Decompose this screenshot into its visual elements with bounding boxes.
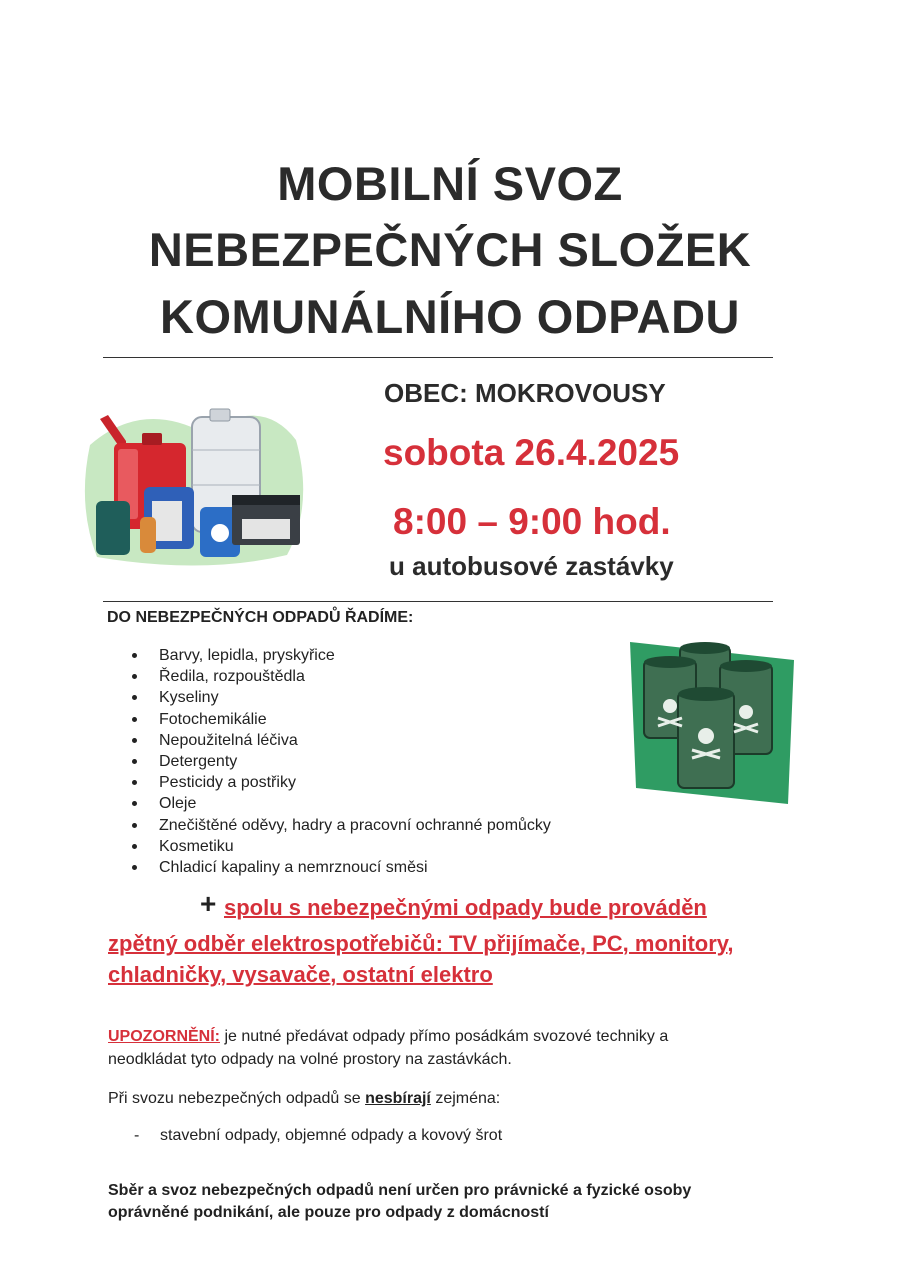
bullet-icon [132,653,137,658]
bullet-icon [132,738,137,743]
list-item-label: Oleje [159,795,197,813]
waste-list-heading: DO NEBEZPEČNÝCH ODPADŮ ŘADÍME: [107,609,414,626]
plus-icon: + [200,888,217,919]
list-item [128,687,551,708]
dash-icon: - [134,1127,140,1144]
middle-divider [103,601,773,602]
bullet-icon [132,844,137,849]
top-divider [103,357,773,358]
list-item-label: Barvy, lepidla, pryskyřice [159,647,335,664]
list-item-label: Ředila, rozpouštědla [159,668,305,686]
warning-label: UPOZORNĚNÍ: [108,1028,220,1045]
list-item [128,815,551,836]
list-item [128,666,551,687]
title-line-3: KOMUNÁLNÍHO ODPADU [160,290,740,343]
list-item-label: Pesticidy a postřiky [159,774,296,792]
not-collected-item: stavební odpady, objemné odpady a kovový šrot [160,1127,503,1144]
bullet-icon [132,717,137,722]
electro-line-1: spolu s nebezpečnými odpady bude prováděn [224,895,707,920]
warning-text-1: je nutné předávat odpady přímo posádkám svozové techniky a [220,1028,669,1045]
footer-note [108,1180,773,1224]
title-line-1: MOBILNÍ SVOZ [277,157,623,210]
list-item [128,751,551,772]
warning-line-2: neodkládat tyto odpady na volné prostory na zastávkách. [108,1051,512,1068]
title-line-2: NEBEZPEČNÝCH SLOŽEK [148,223,752,276]
list-item [128,793,551,814]
bullet-icon [132,823,137,828]
list-item-label: Kyseliny [159,689,219,707]
list-item-label: Chladicí kapaliny a nemrznoucí směsi [159,859,428,877]
municipality: OBEC: MOKROVOUSY [384,378,666,408]
not-collected-intro [108,1087,500,1110]
list-item-label: Detergenty [159,753,238,771]
list-item [128,709,551,730]
event-location: u autobusové zastávky [389,551,674,581]
hazardous-containers-illustration [82,405,308,567]
electro-line-2: zpětný odběr elektrospotřebičů: TV přijímače, PC, monitory, [108,931,734,956]
not-collected-emph: nesbírají [365,1090,431,1107]
not-collected-suffix: zejména: [430,1090,501,1107]
list-item [128,730,551,751]
list-item-label: Kosmetiku [159,837,234,855]
list-item-label: Fotochemikálie [159,710,267,728]
bullet-icon [132,695,137,700]
footer-line-2: oprávněné podnikání, ale pouze pro odpady z domácností [108,1204,549,1221]
list-item [128,857,551,878]
list-item [128,836,551,857]
bullet-icon [132,865,137,870]
warning-line-1 [108,1025,668,1048]
bullet-icon [132,780,137,785]
waste-list [128,645,551,878]
electro-line-3: chladničky, vysavače, ostatní elektro [108,962,493,987]
event-time: 8:00 – 9:00 hod. [393,501,671,542]
bullet-icon [132,759,137,764]
list-item-label: Nepoužitelná léčiva [159,731,298,749]
event-date: sobota 26.4.2025 [383,432,680,473]
not-collected-prefix: Při svozu nebezpečných odpadů se [108,1090,366,1107]
list-item [128,772,551,793]
bullet-icon [132,674,137,679]
bullet-icon [132,801,137,806]
footer-line-1: Sběr a svoz nebezpečných odpadů není určen pro právnické a fyzické osoby [108,1182,692,1199]
list-item-label: Znečištěné oděvy, hadry a pracovní ochranné pomůcky [159,816,551,834]
toxic-barrels-illustration [628,638,794,804]
list-item [128,645,551,666]
